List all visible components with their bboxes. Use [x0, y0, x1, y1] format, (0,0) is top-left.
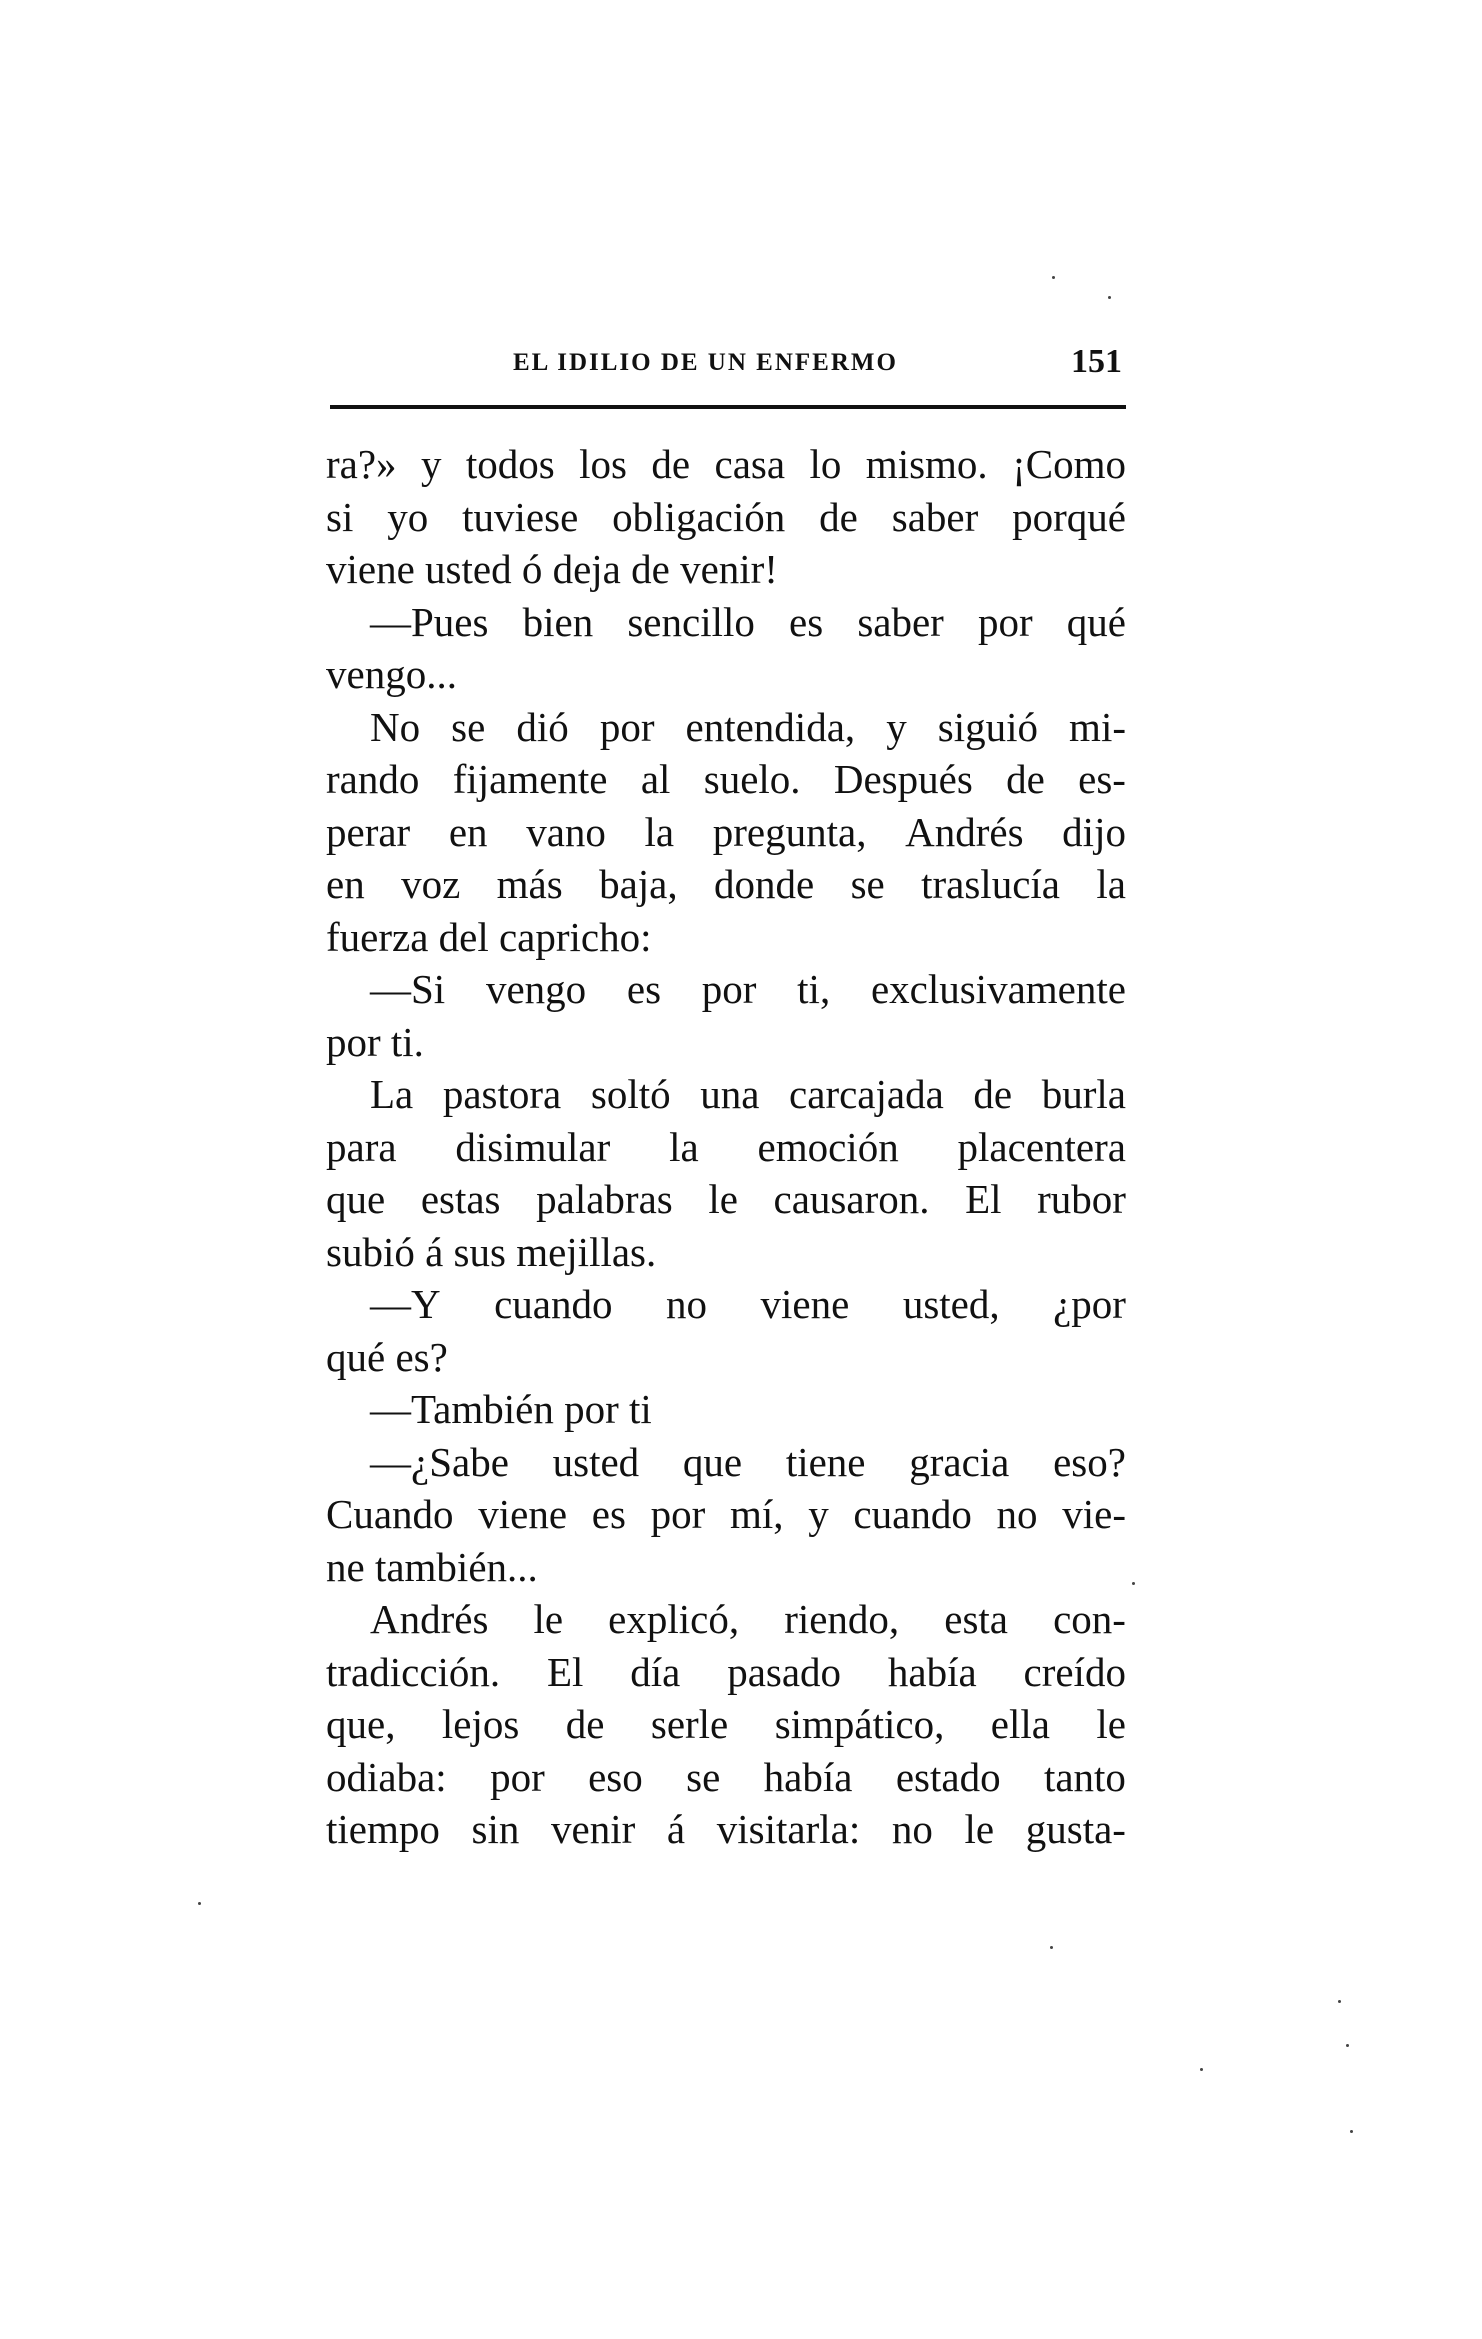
print-speck — [198, 1902, 201, 1905]
print-speck — [1052, 276, 1055, 279]
print-speck — [1050, 1946, 1053, 1949]
text-line: tradicción. El día pasado había creído — [326, 1648, 1126, 1695]
running-title: EL IDILIO DE UN ENFERMO — [513, 349, 898, 376]
text-line: que estas palabras le causaron. El rubor — [326, 1176, 1126, 1222]
page-number: 151 — [1071, 343, 1122, 380]
text-line: vengo... — [326, 651, 457, 697]
text-line: —También por ti — [370, 1386, 652, 1432]
print-speck — [1108, 296, 1111, 299]
text-line: por ti. — [326, 1018, 424, 1065]
text-line: La pastora soltó una carcajada de burla — [370, 1071, 1126, 1117]
text-line: odiaba: por eso se había estado tanto — [326, 1753, 1126, 1800]
header-rule — [330, 405, 1126, 409]
print-speck — [1346, 2044, 1349, 2047]
text-line: ra?» y todos los de casa lo mismo. ¡Como — [326, 441, 1126, 487]
text-line: fuerza del capricho: — [326, 913, 652, 960]
text-line: —Pues bien sencillo es saber por qué — [370, 598, 1126, 645]
text-line: para disimular la emoción placentera — [326, 1123, 1126, 1170]
body-text — [326, 438, 1126, 1856]
text-line: que, lejos de serle simpático, ella le — [326, 1701, 1126, 1747]
print-speck — [1350, 2130, 1353, 2133]
text-line: rando fijamente al suelo. Después de es- — [326, 756, 1126, 802]
text-line: Cuando viene es por mí, y cuando no vie- — [326, 1491, 1126, 1537]
text-line: Andrés le explicó, riendo, esta con- — [370, 1596, 1126, 1642]
text-line: —Si vengo es por ti, exclusivamente — [370, 966, 1126, 1012]
print-speck — [1132, 1582, 1135, 1585]
running-head — [328, 345, 1126, 405]
text-line: —¿Sabe usted que tiene gracia eso? — [370, 1438, 1126, 1485]
text-line: si yo tuviese obligación de saber porqué — [326, 493, 1126, 540]
print-speck — [1338, 2000, 1341, 2003]
text-line: en voz más baja, donde se traslucía la — [326, 861, 1126, 907]
text-line: No se dió por entendida, y siguió mi- — [370, 703, 1126, 750]
text-line: —Y cuando no viene usted, ¿por — [370, 1281, 1126, 1327]
text-line: perar en vano la pregunta, Andrés dijo — [326, 808, 1126, 855]
text-line: ne también... — [326, 1543, 538, 1590]
text-line: qué es? — [326, 1333, 448, 1380]
text-line: viene usted ó deja de venir! — [326, 546, 778, 592]
print-speck — [1200, 2068, 1203, 2071]
text-line: tiempo sin venir á visitarla: no le gusta- — [326, 1806, 1126, 1852]
text-line: subió á sus mejillas. — [326, 1228, 657, 1275]
